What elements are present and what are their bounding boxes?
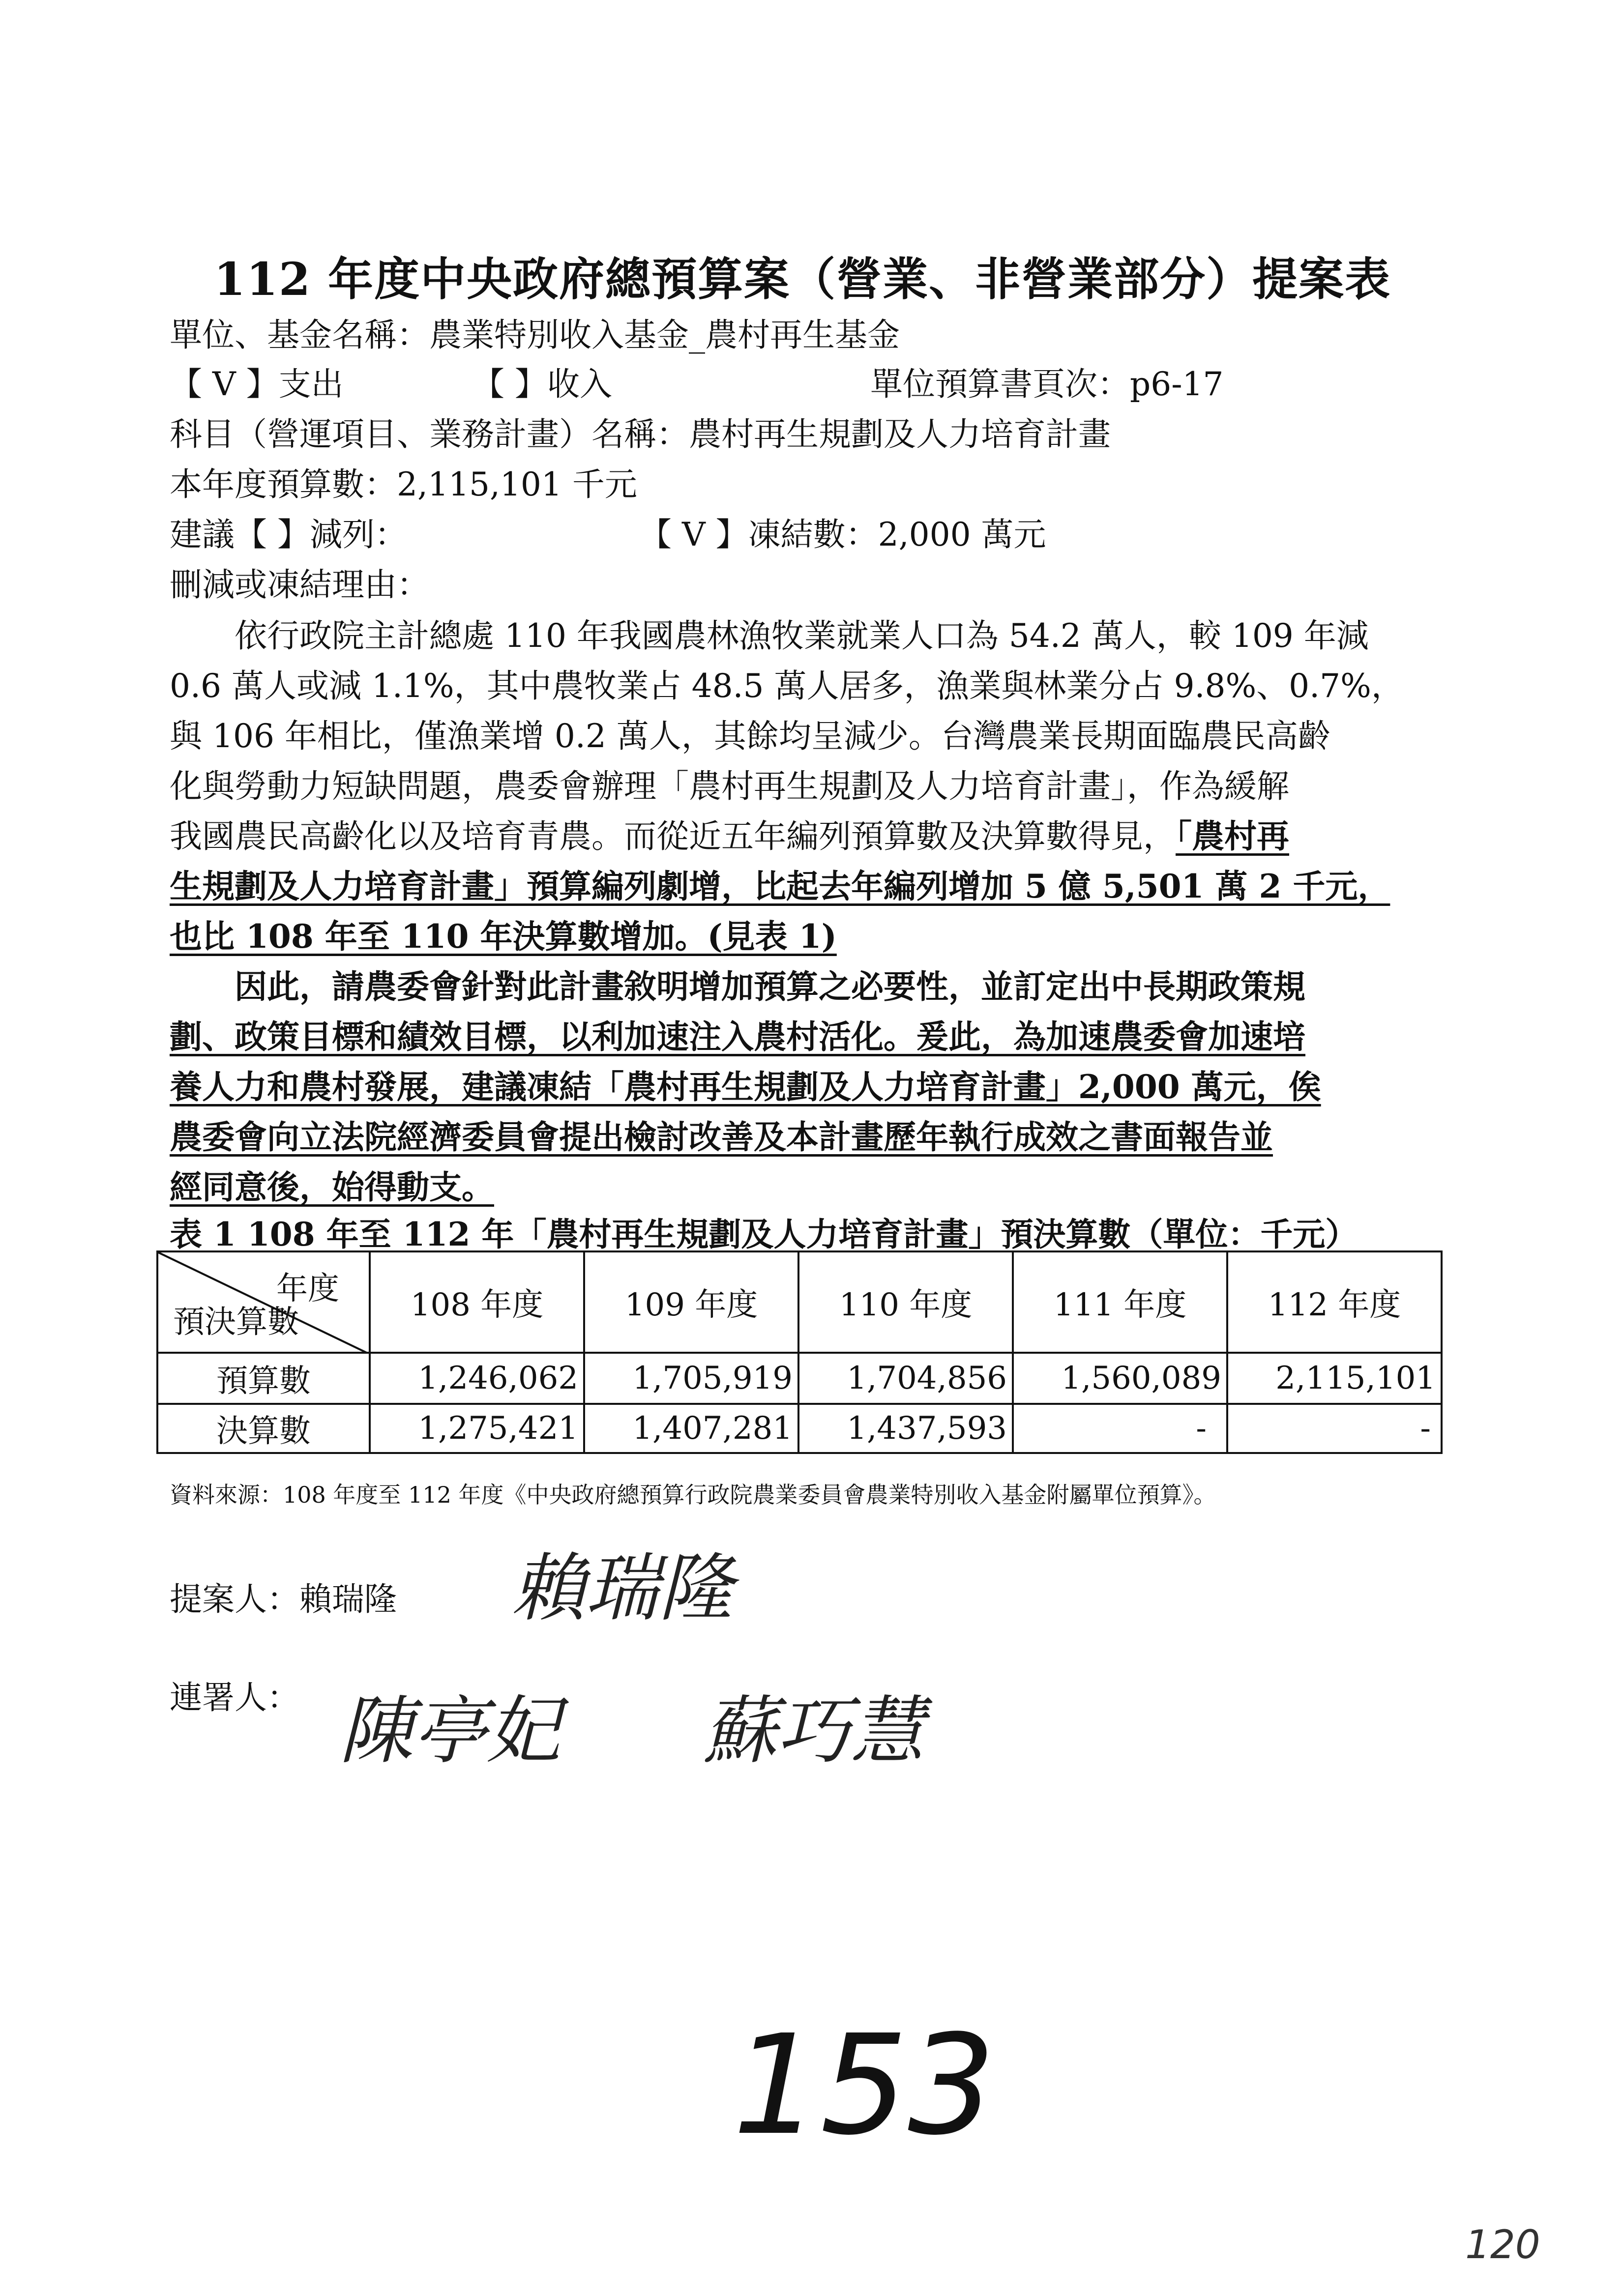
suggest-cut: 建議【 】減列：: [170, 516, 407, 553]
subject-name: 科目（營運項目、業務計畫）名稱：農村再生規劃及人力培育計畫: [170, 415, 1111, 453]
corner-top-label: 年度: [276, 1271, 339, 1307]
body-line: 因此，請農委會針對此計畫敘明增加預算之必要性，並訂定出中長期政策規: [170, 967, 1305, 1006]
table-cell: 1,275,421: [370, 1404, 584, 1453]
page-number: 153: [733, 2005, 996, 2166]
emphasis-line: 生規劃及人力培育計畫」預算編列劇增，比起去年編列增加 5 億 5,501 萬 2 千元，: [170, 867, 1390, 905]
column-header: 108 年度: [370, 1251, 584, 1353]
table-caption: 表 1 108 年至 112 年「農村再生規劃及人力培育計畫」預決算數（單位：千元）: [170, 1215, 1358, 1253]
table-cell: 1,437,593: [798, 1404, 1013, 1453]
page-number-small: 120: [1465, 2222, 1540, 2267]
row-label: 預算數: [157, 1353, 370, 1404]
table-header-row: [157, 1251, 1442, 1353]
emphasis-text: 「農村再: [1176, 817, 1289, 855]
table-cell: -: [1227, 1404, 1442, 1453]
column-header: 111 年度: [1013, 1251, 1227, 1353]
body-text: 我國農民高齡化以及培育青農。而從近五年編列預算數及決算數得見，: [170, 817, 1176, 855]
expense-checkbox-label: 【 V 】支出: [170, 365, 344, 403]
page-reference: 單位預算書頁次：p6-17: [870, 365, 1224, 403]
column-header: 110 年度: [798, 1251, 1013, 1353]
page-title: 112 年度中央政府總預算案（營業、非營業部分）提案表: [214, 253, 1391, 306]
column-header: 112 年度: [1227, 1251, 1442, 1353]
annual-budget: 本年度預算數：2,115,101 千元: [170, 465, 637, 503]
table-cell: 2,115,101: [1227, 1353, 1442, 1404]
column-header: 109 年度: [584, 1251, 798, 1353]
emphasis-line: 養人力和農村發展，建議凍結「農村再生規劃及人力培育計畫」2,000 萬元，俟: [170, 1068, 1321, 1106]
table-source-note: 資料來源：108 年度至 112 年度《中央政府總預算行政院農業委員會農業特別收入基金附屬單位預算》。: [170, 1482, 1216, 1508]
emphasis-line: 也比 108 年至 110 年決算數增加。(見表 1): [170, 917, 837, 956]
table-row: [157, 1353, 1442, 1404]
body-line: [170, 810, 1289, 857]
proposer-label: 提案人：賴瑞隆: [170, 1580, 397, 1618]
table-cell: -: [1013, 1404, 1227, 1453]
table-cell: 1,705,919: [584, 1353, 798, 1404]
table-corner-cell: [157, 1251, 370, 1353]
table-cell: 1,246,062: [370, 1353, 584, 1404]
body-line: 依行政院主計總處 110 年我國農林漁牧業就業人口為 54.2 萬人，較 109 年減: [170, 617, 1369, 655]
emphasis-line: 劃、政策目標和績效目標，以利加速注入農村活化。爰此，為加速農委會加速培: [170, 1017, 1305, 1056]
budget-table: [156, 1250, 1443, 1454]
emphasis-line: 經同意後，始得動支。: [170, 1168, 494, 1206]
proposer-signature: 賴瑞隆: [511, 1546, 733, 1631]
emphasis-line: 農委會向立法院經濟委員會提出檢討改善及本計畫歷年執行成效之書面報告並: [170, 1118, 1273, 1156]
reason-label: 刪減或凍結理由：: [170, 566, 429, 604]
unit-fund-name: 單位、基金名稱：農業特別收入基金_農村再生基金: [170, 316, 900, 354]
corner-bottom-label: 預決算數: [173, 1304, 299, 1340]
table-cell: 1,560,089: [1013, 1353, 1227, 1404]
body-line: 與 106 年相比，僅漁業增 0.2 萬人，其餘均呈減少。台灣農業長期面臨農民高齡: [170, 717, 1330, 755]
cosigner-signature: 陳亭妃: [339, 1688, 561, 1774]
cosigner-label: 連署人：: [170, 1679, 299, 1716]
table-row: [157, 1404, 1442, 1453]
body-line: 化與勞動力短缺問題，農委會辦理「農村再生規劃及人力培育計畫」，作為緩解: [170, 767, 1289, 805]
cosigner-signature: 蘇巧慧: [703, 1688, 925, 1774]
income-checkbox-label: 【 】收入: [472, 365, 612, 403]
table-cell: 1,704,856: [798, 1353, 1013, 1404]
row-label: 決算數: [157, 1404, 370, 1453]
suggest-freeze: 【 V 】凍結數：2,000 萬元: [639, 516, 1046, 553]
table-cell: 1,407,281: [584, 1404, 798, 1453]
body-line: 0.6 萬人或減 1.1%，其中農牧業占 48.5 萬人居多，漁業與林業分占 9.8%、0.7%，: [170, 667, 1404, 705]
